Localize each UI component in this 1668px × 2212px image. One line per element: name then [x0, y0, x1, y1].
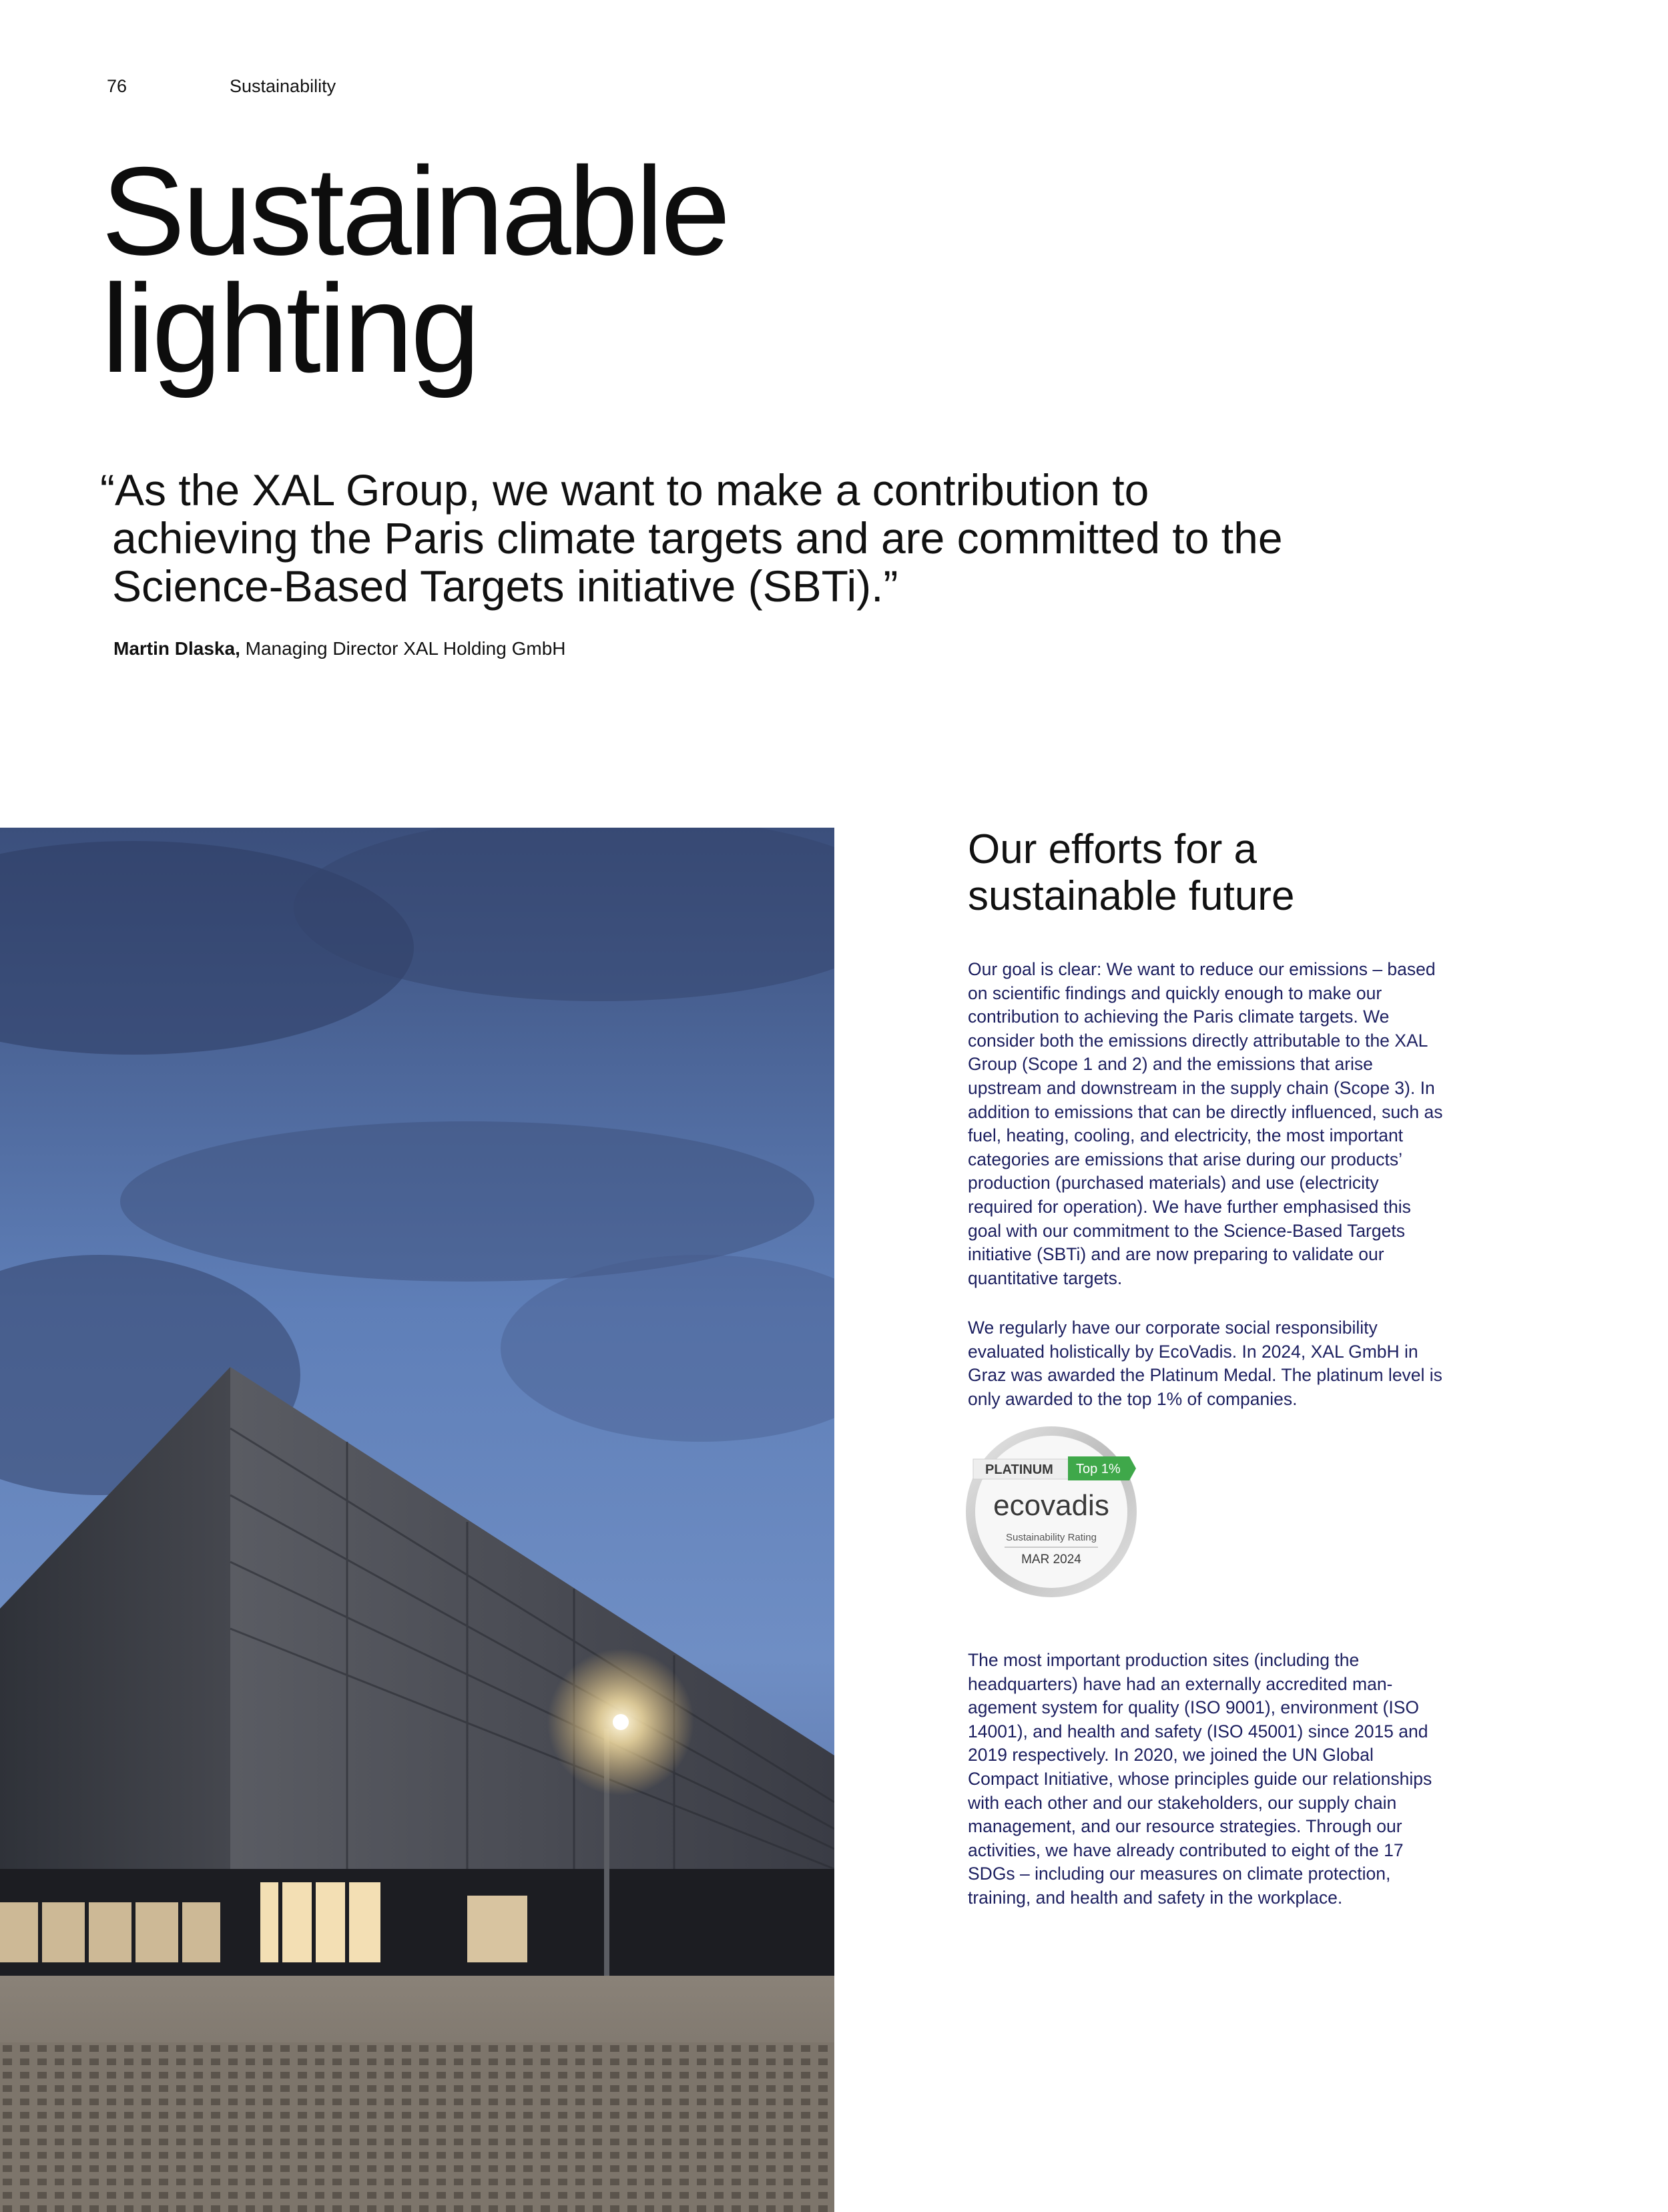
quote-author: Martin Dlaska,	[113, 638, 240, 659]
badge-ribbon: Top 1%	[1076, 1462, 1121, 1476]
section-heading-line-1: Our efforts for a	[968, 826, 1258, 872]
page-title-line-2: lighting	[101, 258, 478, 398]
badge-date: MAR 2024	[1021, 1553, 1081, 1567]
badge-brand: ecovadis	[993, 1489, 1109, 1522]
paragraph-ecovadis: We regularly have our corporate social responsibility evaluated holistically by EcoVadis. In 2024, XAL GmbH in Graz was awarded the Platinum Medal. The platinum level is only awarded to the top 1% of companies.	[968, 1318, 1442, 1409]
page-title-line-1: Sustainable	[101, 141, 728, 281]
page-title	[101, 141, 728, 398]
section-heading-line-2: sustainable future	[968, 873, 1295, 919]
ecovadis-platinum-badge	[961, 1422, 1141, 1602]
quote-attribution	[113, 638, 565, 659]
quote-author-role: Managing Director XAL Holding GmbH	[245, 638, 566, 659]
badge-level: PLATINUM	[985, 1462, 1053, 1477]
section-label: Sustainability	[230, 76, 336, 96]
page-number: 76	[107, 76, 127, 96]
building-photo	[0, 828, 834, 2212]
paragraph-emissions: Our goal is clear: We want to reduce our emissions – based on scientific findings and quickly enough to make our contribution to achieving the Paris climate targets. We consider both the emissions directly attributable to the XAL Group (Scope 1 and 2) and the emissions that arise upstream and downstream in the supply chain (Scope 3). In addition to emissions that can be directly influenced, such as fuel, heating, cooling, and electricity, the most important categories are emissions that arise during our products’ production (purchased materials) and use (electricity required for operation). We have further emphasised this goal with our commitment to the Science-Based Targets initiative (SBTi) and are now preparing to validate our quantitative targets.	[968, 959, 1443, 1288]
pull-quote: “As the XAL Group, we want to make a contribution to achieving the Paris climate targets and are committed to the Science-Based Targets initiative (SBTi).”	[100, 465, 1283, 611]
section-heading	[968, 826, 1515, 920]
badge-subtitle: Sustainability Rating	[1006, 1532, 1097, 1543]
paragraph-certifications: The most important production sites (including the headquarters) have had an externally accredited man-agement system for quality (ISO 9001), environment (ISO 14001), and health and safety (ISO 45001) since 2015 and 2019 respectively. In 2020, we joined the UN Global Compact Initiative, whose principles guide our relationships with each other and our stakeholders, our supply chain management, and our resource strategies. Through our activities, we have already contributed to eight of the 17 SDGs – including our measures on climate protection, training, and health and safety in the workplace.	[968, 1650, 1432, 1908]
